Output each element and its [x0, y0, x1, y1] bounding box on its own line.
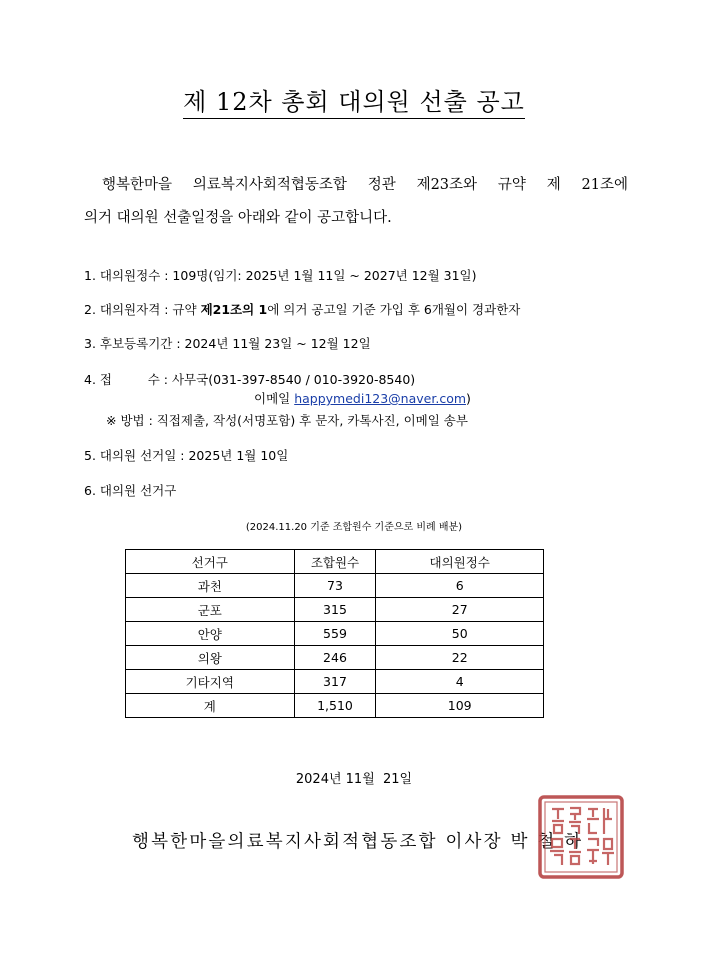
cell-district: 과천	[126, 574, 295, 598]
qual-prefix: 2. 대의원자격 : 규약	[84, 302, 201, 317]
item-method: ※ 방법 : 직접제출, 작성(서명포함) 후 문자, 카톡사진, 이메일 송부	[106, 413, 468, 428]
item-qualification	[84, 300, 520, 318]
cell-members: 246	[294, 646, 376, 670]
cell-quota: 50	[376, 622, 544, 646]
notice-date: 2024년 11월 21일	[295, 772, 413, 787]
qual-bold: 제21조의 1	[200, 302, 268, 317]
cell-quota: 22	[376, 646, 544, 670]
header-members: 조합원수	[294, 550, 376, 574]
qual-suffix: 에 의거 공고일 기준 가입 후 6개월이 경과한자	[267, 302, 521, 317]
cell-district: 기타지역	[126, 670, 295, 694]
table-row	[126, 694, 544, 718]
item-receipt: 4. 접 수 : 사무국(031-397-8540 / 010-3920-8540)	[84, 372, 416, 387]
cell-district: 군포	[126, 598, 295, 622]
notice-title: 제 12차 총회 대의원 선출 공고	[0, 82, 708, 117]
district-table	[125, 549, 544, 718]
cell-quota: 109	[376, 694, 544, 718]
email-label: 이메일	[254, 391, 295, 406]
table-row	[126, 622, 544, 646]
cell-quota: 6	[376, 574, 544, 598]
cell-district: 안양	[126, 622, 295, 646]
item-districts: 6. 대의원 선거구	[84, 483, 177, 498]
item-quota: 1. 대의원정수 : 109명(임기: 2025년 1월 11일 ~ 2027년 12월 31일)	[84, 268, 477, 283]
cell-members: 317	[294, 670, 376, 694]
table-row	[126, 646, 544, 670]
item-election-date: 5. 대의원 선거일 : 2025년 1월 10일	[84, 448, 289, 463]
item-registration-period: 3. 후보등록기간 : 2024년 11월 23일 ~ 12월 12일	[84, 336, 371, 351]
official-seal-stamp	[538, 795, 624, 879]
intro-line-1: 행복한마을 의료복지사회적협동조합 정관 제23조와 규약 제 21조에	[102, 177, 628, 193]
email-close: )	[466, 391, 471, 406]
cell-members: 1,510	[294, 694, 376, 718]
signer-line: 행복한마을의료복지사회적협동조합 이사장 박 철 하	[132, 832, 584, 852]
cell-members: 73	[294, 574, 376, 598]
table-row	[126, 670, 544, 694]
cell-quota: 27	[376, 598, 544, 622]
table-row	[126, 574, 544, 598]
table-row	[126, 598, 544, 622]
header-quota: 대의원정수	[376, 550, 544, 574]
item-email-line	[254, 389, 471, 407]
intro-line-2: 의거 대의원 선출일정을 아래와 같이 공고합니다.	[84, 210, 392, 226]
cell-district: 의왕	[126, 646, 295, 670]
header-district: 선거구	[126, 550, 295, 574]
table-header-row	[126, 550, 544, 574]
cell-members: 559	[294, 622, 376, 646]
cell-quota: 4	[376, 670, 544, 694]
table-caption: (2024.11.20 기준 조합원수 기준으로 비례 배분)	[245, 522, 463, 533]
email-link[interactable]: happymedi123@naver.com	[294, 391, 467, 406]
cell-members: 315	[294, 598, 376, 622]
cell-district: 계	[126, 694, 295, 718]
